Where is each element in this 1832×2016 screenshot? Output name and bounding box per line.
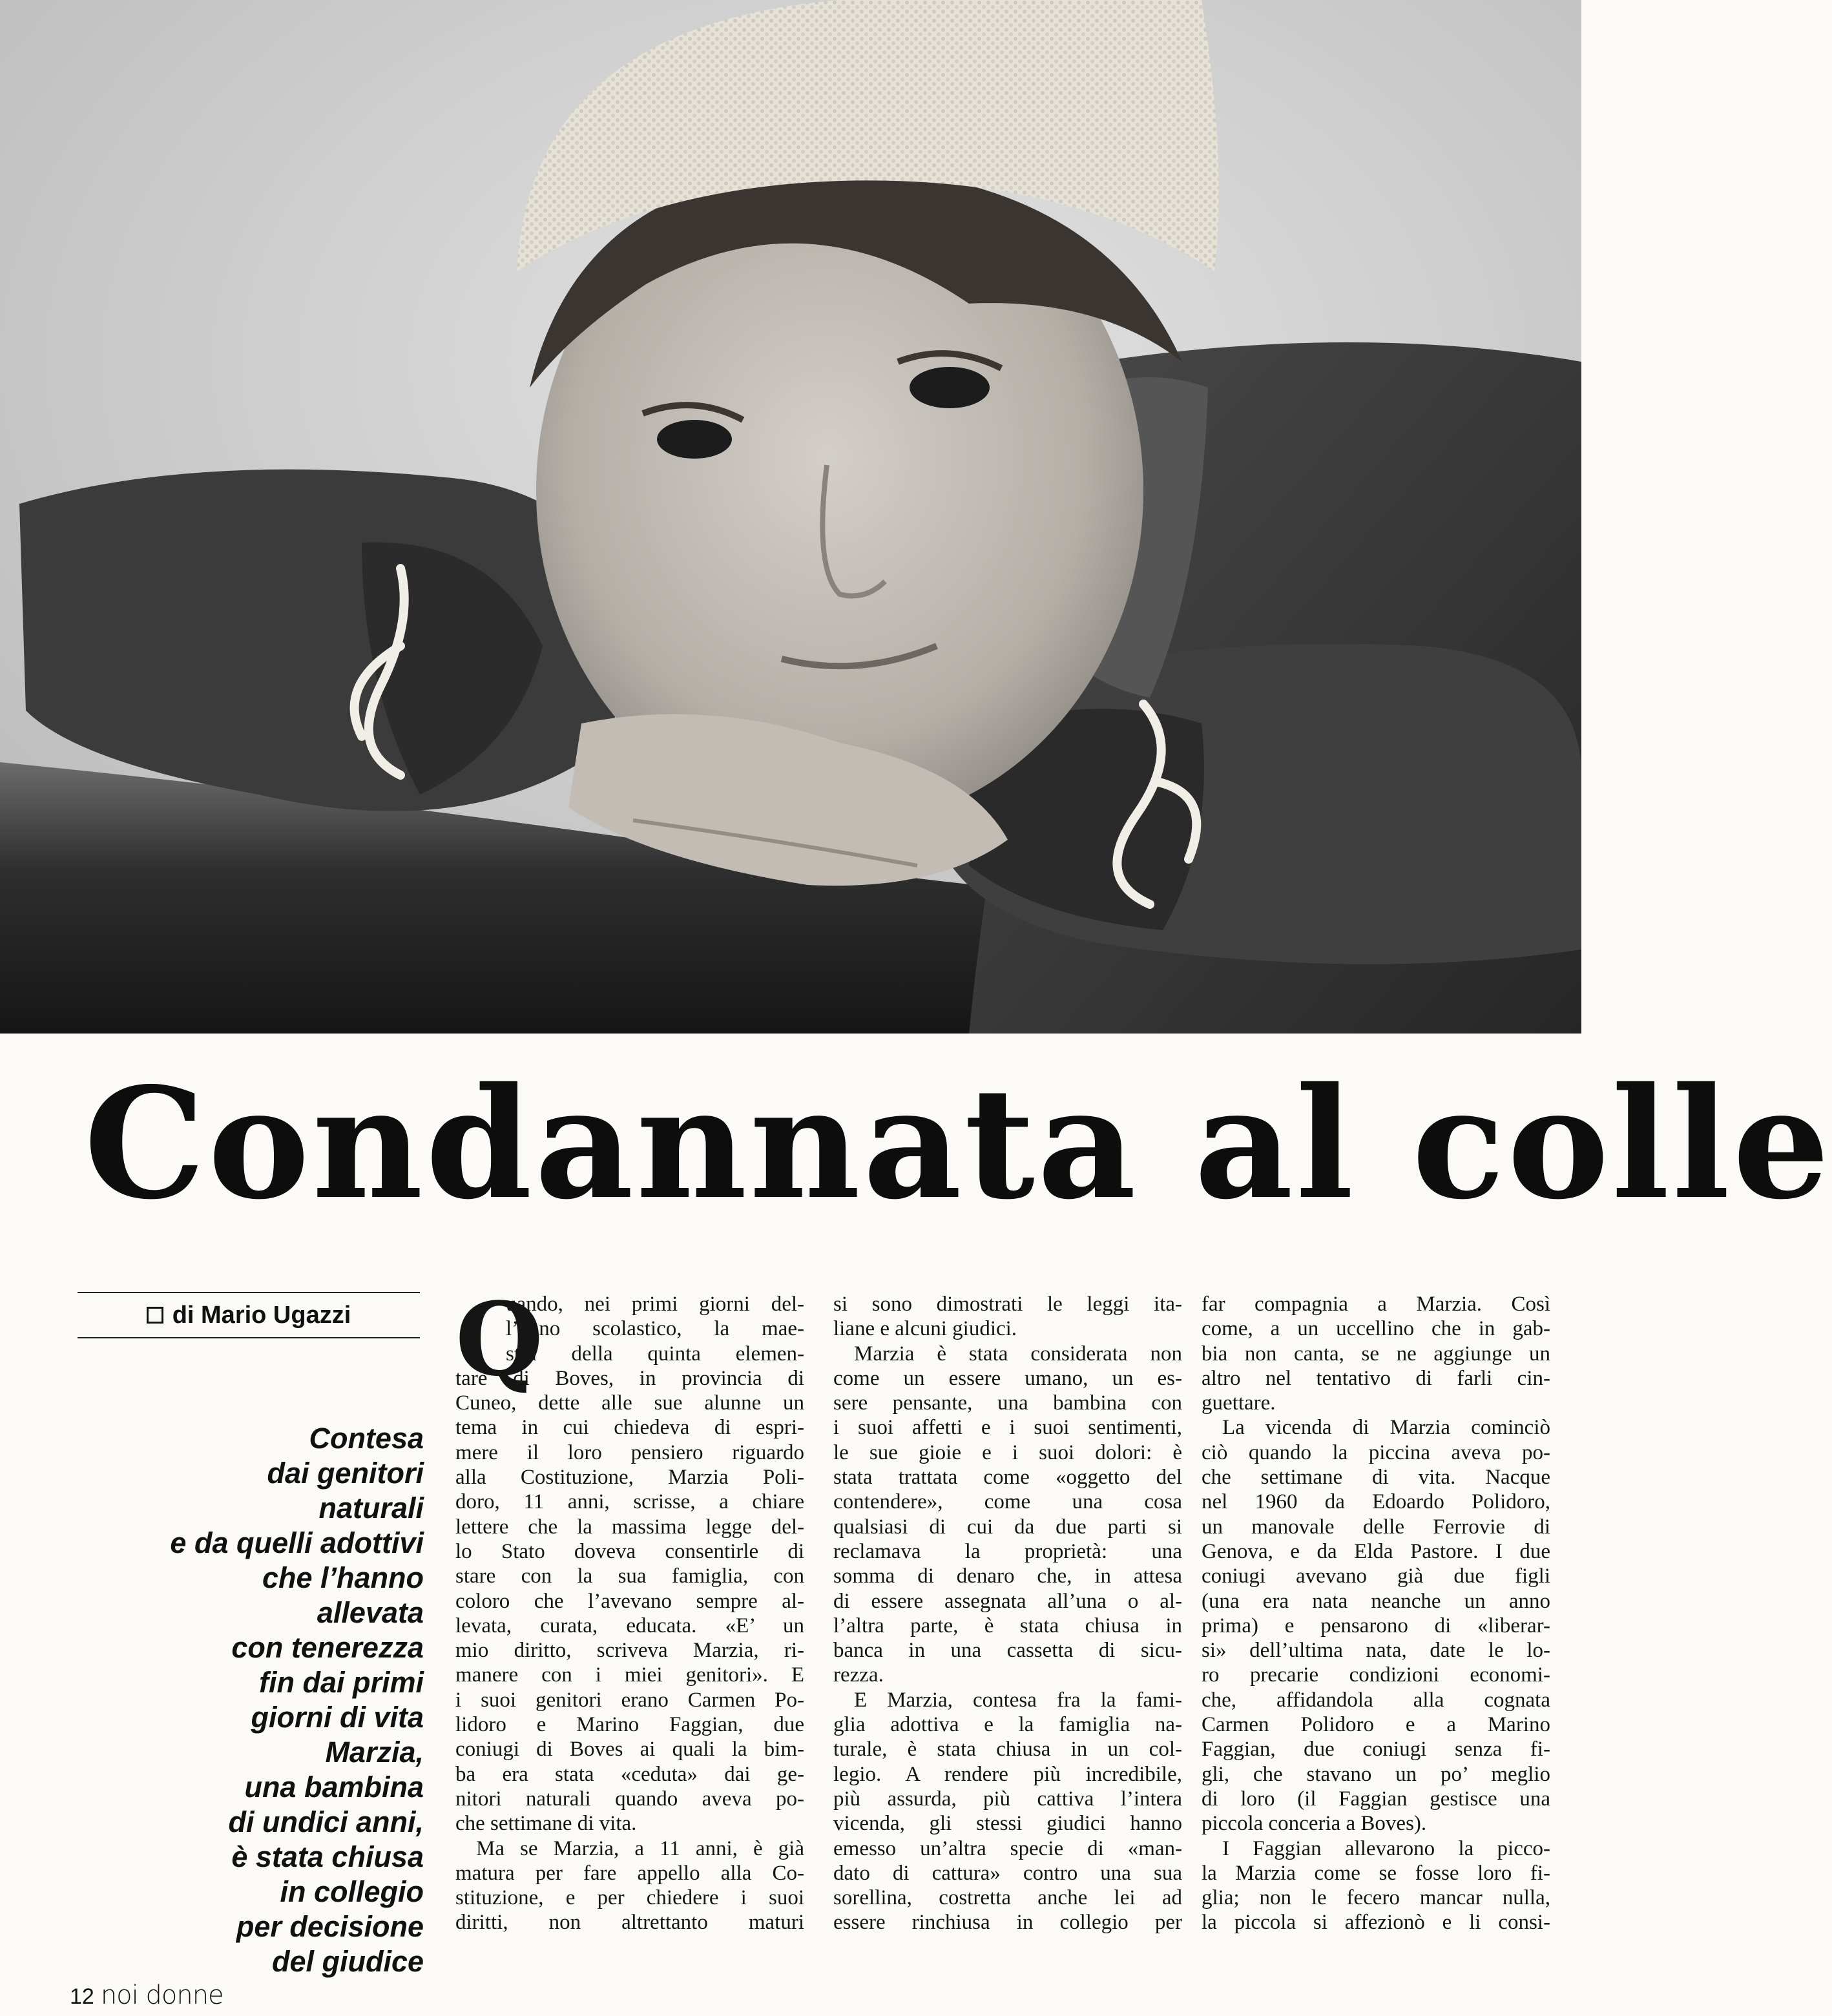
standfirst-line: che l’hanno <box>262 1561 424 1594</box>
body-text-line: matura per fare appello alla Co- <box>455 1861 804 1885</box>
body-text-line: coloro che l’avevano sempre al- <box>455 1589 804 1613</box>
body-text-line: la Marzia come se fosse loro fi- <box>1202 1861 1550 1885</box>
square-bullet-icon <box>147 1307 163 1324</box>
body-text-line: più assurda, più cattiva l’intera <box>833 1787 1182 1811</box>
body-text-line: che settimane di vita. <box>455 1812 637 1836</box>
body-text-line: si sono dimostrati le leggi ita- <box>833 1293 1182 1316</box>
body-text-line: mio diritto, scriveva Marzia, ri- <box>455 1639 804 1663</box>
body-text-line: alla Costituzione, Marzia Poli- <box>455 1466 804 1490</box>
body-text-line: doro, 11 anni, scrisse, a chiare <box>455 1490 804 1514</box>
body-text-line: I Faggian allevarono la picco- <box>1222 1836 1550 1860</box>
standfirst-line: del giudice <box>271 1945 424 1978</box>
body-text-line: stata trattata come «oggetto del <box>833 1466 1182 1490</box>
body-text-line: mere il loro pensiero riguardo <box>455 1440 804 1464</box>
body-text-line: lidoro e Marino Faggian, due <box>455 1713 804 1737</box>
body-text-line: sere pensante, una bambina con <box>833 1391 1182 1415</box>
body-text-line: far compagnia a Marzia. Così <box>1202 1293 1550 1316</box>
page-number: 12 <box>70 1984 94 2009</box>
standfirst-line: con tenerezza <box>231 1631 424 1664</box>
byline-bottom-rule <box>78 1337 420 1338</box>
body-text-line: uando, nei primi giorni del- <box>506 1293 804 1316</box>
body-text-line: dato di cattura» contro una sua <box>833 1861 1182 1885</box>
body-text-line: prima) e pensarono di «liberar- <box>1202 1614 1550 1637</box>
standfirst-line: Contesa <box>309 1422 424 1455</box>
body-text-line: tema in cui chiedeva di espri- <box>455 1416 804 1440</box>
body-text-line: lettere che la massima legge del- <box>455 1515 804 1539</box>
body-text-line: banca in una cassetta di sicu- <box>833 1639 1182 1663</box>
body-column-1 <box>455 1280 804 1935</box>
body-text-line: che, affidandola alla cognata <box>1202 1688 1550 1712</box>
body-text-line: stra della quinta elemen- <box>506 1342 804 1366</box>
body-text-line: Genova, e da Elda Pastore. I due <box>1202 1539 1550 1563</box>
body-text-line: Carmen Polidoro e a Marino <box>1202 1713 1550 1737</box>
body-text-line: turale, è stata chiusa in un col- <box>833 1738 1182 1761</box>
portrait-photo <box>0 0 1581 1034</box>
body-text-line: contendere», come una cosa <box>833 1490 1182 1514</box>
body-text-line: vicenda, gli stessi giudici hanno <box>833 1812 1182 1836</box>
headline: Condannata al colle <box>84 1054 1832 1233</box>
dropcap: Q <box>455 1280 543 1398</box>
body-text-line: Ma se Marzia, a 11 anni, è già <box>476 1836 804 1860</box>
body-text-line: bia non canta, se ne aggiunge un <box>1202 1342 1550 1366</box>
standfirst-line: giorni di vita <box>251 1701 424 1734</box>
body-text-line: si» dell’ultima nata, date le lo- <box>1202 1639 1550 1663</box>
body-text-line: le sue gioie e i suoi dolori: è <box>833 1440 1182 1464</box>
body-text-line: glia adottiva e la famiglia na- <box>833 1713 1182 1737</box>
standfirst-line: naturali <box>318 1491 424 1524</box>
body-text-line: rezza. <box>833 1663 884 1687</box>
body-text-line: di loro (il Faggian gestisce una <box>1202 1787 1550 1811</box>
body-column-2 <box>833 1292 1182 1935</box>
body-text-line: la piccola si affezionò e li consi- <box>1202 1911 1550 1935</box>
body-text-line: gli, che stavano un po’ meglio <box>1202 1762 1550 1786</box>
standfirst-line: di undici anni, <box>228 1805 424 1838</box>
byline <box>78 1296 420 1335</box>
body-text-line: manere con i miei genitori». E <box>455 1663 804 1687</box>
page-footer <box>70 1980 224 2010</box>
standfirst-line: per decisione <box>236 1910 424 1943</box>
body-text-line: l’anno scolastico, la mae- <box>506 1317 804 1341</box>
body-text-line: La vicenda di Marzia cominciò <box>1222 1416 1550 1440</box>
body-text-line: E Marzia, contesa fra la fami- <box>854 1688 1182 1712</box>
body-text-line: di essere assegnata all’una o al- <box>833 1589 1182 1613</box>
column-lines <box>833 1292 1182 1935</box>
body-text-line: guettare. <box>1202 1391 1276 1415</box>
body-text-line: legio. A rendere più incredibile, <box>833 1762 1182 1786</box>
standfirst-line: una bambina <box>244 1771 424 1803</box>
body-text-line: tare di Boves, in provincia di <box>455 1366 804 1390</box>
body-text-line: diritti, non altrettanto maturi <box>455 1911 804 1935</box>
body-text-line: i suoi affetti e i suoi sentimenti, <box>833 1416 1182 1440</box>
standfirst-line: Marzia, <box>325 1736 424 1769</box>
body-text-line: lo Stato doveva consentirle di <box>455 1539 804 1563</box>
body-text-line: coniugi avevano già due figli <box>1202 1564 1550 1588</box>
standfirst-line: è stata chiusa <box>231 1840 424 1873</box>
body-text-line: nitori naturali quando aveva po- <box>455 1787 804 1811</box>
standfirst <box>39 1421 424 1979</box>
body-text-line: glia; non le fecero mancar nulla, <box>1202 1886 1550 1910</box>
body-text-line: reclamava la proprietà: una <box>833 1539 1182 1563</box>
body-text-line: ciò quando la piccina aveva po- <box>1202 1440 1550 1464</box>
body-text-line: stituzione, e per chiedere i suoi <box>455 1886 804 1910</box>
body-text-line: un manovale delle Ferrovie di <box>1202 1515 1550 1539</box>
standfirst-line: e da quelli adottivi <box>170 1526 424 1559</box>
body-text-line: piccola conceria a Boves). <box>1202 1812 1427 1836</box>
body-text-line: come un essere umano, un es- <box>833 1366 1182 1390</box>
body-text-line: levata, curata, educata. «E’ un <box>455 1614 804 1637</box>
body-text-line: altro nel tentativo di farli cin- <box>1202 1366 1550 1390</box>
magazine-name: noi donne <box>100 1980 224 2010</box>
author-name: di Mario Ugazzi <box>172 1301 351 1329</box>
body-text-line: somma di denaro che, in attesa <box>833 1564 1182 1588</box>
body-text-line: nel 1960 da Edoardo Polidoro, <box>1202 1490 1550 1514</box>
body-text-line: coniugi di Boves ai quali la bim- <box>455 1738 804 1761</box>
body-text-line: che settimane di vita. Nacque <box>1202 1466 1550 1490</box>
body-text-line: stare con la sua famiglia, con <box>455 1564 804 1588</box>
standfirst-line: in collegio <box>280 1875 424 1908</box>
byline-top-rule <box>78 1292 420 1293</box>
body-text-line: Cuneo, dette alle sue alunne un <box>455 1391 804 1415</box>
body-text-line: come, a un uccellino che in gab- <box>1202 1317 1550 1341</box>
column-lines <box>1202 1292 1550 1935</box>
body-text-line: sorellina, costretta anche lei ad <box>833 1886 1182 1910</box>
body-text-line: (una era nata neanche un anno <box>1202 1589 1550 1613</box>
body-column-3 <box>1202 1292 1550 1935</box>
body-text-line: essere rinchiusa in collegio per <box>833 1911 1182 1935</box>
body-text-line: liane e alcuni giudici. <box>833 1317 1017 1341</box>
standfirst-line: dai genitori <box>267 1457 424 1490</box>
body-text-line: emesso un’altra specie di «man- <box>833 1836 1182 1860</box>
body-text-line: ba era stata «ceduta» dai ge- <box>455 1762 804 1786</box>
body-text-line: l’altra parte, è stata chiusa in <box>833 1614 1182 1637</box>
standfirst-line: allevata <box>317 1596 424 1629</box>
body-text-line: Marzia è stata considerata non <box>854 1342 1182 1366</box>
body-text-line: i suoi genitori erano Carmen Po- <box>455 1688 804 1712</box>
body-text-line: qualsiasi di cui da due parti si <box>833 1515 1182 1539</box>
body-text-line: Faggian, due coniugi senza fi- <box>1202 1738 1550 1761</box>
body-text-line: ro precarie condizioni economi- <box>1202 1663 1550 1687</box>
standfirst-line: fin dai primi <box>258 1666 424 1699</box>
